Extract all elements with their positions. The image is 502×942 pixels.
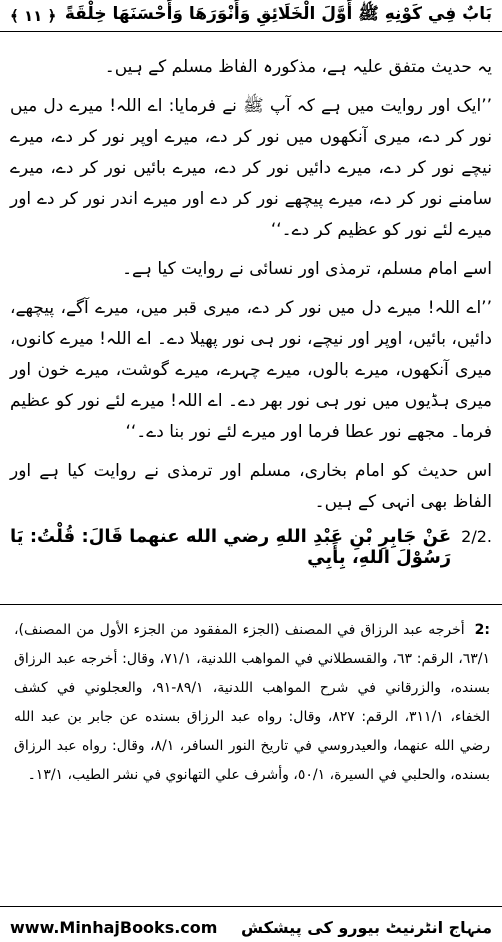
hadith-number: 2/2.: [461, 527, 492, 546]
hadith-arabic-text: عَنْ جَابِرِ بْنِ عَبْدِ اللهِ رضي الله عنهما قَالَ: قُلْتُ: يَا رَسُوْلَ اللهِ، بِأَبِي: [10, 526, 452, 568]
footer-divider: [0, 906, 502, 907]
footnote-label: :2: [474, 622, 490, 638]
paragraph-1: یہ حدیث متفق علیہ ہے، مذکورہ الفاظ مسلم کے ہیں۔: [104, 57, 492, 77]
page-number: ﴿ ۱۱ ﴾: [10, 6, 57, 25]
website-link[interactable]: www.MinhajBooks.com: [10, 917, 218, 937]
hadith-heading: [10, 526, 492, 568]
paragraph-3: اسے امام مسلم، ترمذی اور نسائی نے روایت کیا ہے۔: [122, 259, 492, 279]
page-footer: [0, 912, 502, 942]
page-header: [0, 0, 502, 32]
footnote-text: أخرجه عبد الرزاق في المصنف (الجزء المفقود من الجزء الأول من المصنف)، ٦٣/١، الرقم: ٦٣، والقسطلاني في المواهب اللدنية، ٧١/١، وقال: أخرجه عبد الرزاق بسنده، والزرقاني في شرح المواهب اللدنية، ٨٩/١-٩١، والعجلوني في كشف الخفاء، ٣١١/١، الرقم: ٨٢٧، وقال: رواه عبد الرزاق بسنده عن جابر بن عبد الله رضي الله عنهما، والعيدروسي في تاريخ النور السافر، ٨/١، وقال: رواه عبد الرزاق بسنده، والحلبي في السيرة، ٥٠/١، وأشرف علي التهانوي في نشر الطيب، ١٣/١۔: [14, 622, 490, 783]
chapter-title: بَابٌ فِي كَوْنِهِ ﷺ أَوَّلَ الْخَلَائِقِ وَأَنْوَرَهَا وَأَحْسَنَهَا خِلْقَةً: [64, 4, 492, 24]
publisher-brand: منہاج انٹرنیٹ بیورو کی پیشکش: [240, 917, 492, 937]
main-text: [10, 52, 492, 568]
footnote: [14, 616, 490, 790]
footnote-divider: [0, 604, 502, 605]
paragraph-2: ’’ایک اور روایت میں ہے کہ آپ ﷺ نے فرمایا: اے اللہ! میرے دل میں نور کر دے، میری آنکھوں میں نور کر دے، میرے اوپر نور کر دے، میرے نیچے نور کر دے، میرے دائیں نور کر دے، میرے بائیں نور کر دے، میرے سامنے نور کر دے، میرے پیچھے نور کر دے اور میرے اندر نور کر دے اور میرے لئے نور کو عظیم کر دے۔‘‘: [10, 96, 492, 240]
paragraph-5: اس حدیث کو امام بخاری، مسلم اور ترمذی نے روایت کیا ہے اور الفاظ بھی انہی کے ہیں۔: [10, 461, 492, 512]
paragraph-4: ’’اے اللہ! میرے دل میں نور کر دے، میری قبر میں، میرے آگے، پیچھے، دائیں، بائیں، اوپر اور نیچے، نور ہی نور پھیلا دے۔ اے اللہ! میرے کانوں، میری آنکھوں، میرے بالوں، میرے چہرے، میرے گوشت، میرے خون اور میری ہڈیوں میں نور ہی نور بھر دے۔ اے اللہ! میرے لئے نور کو عظیم فرما۔ مجھے نور عطا فرما اور میرے لئے نور بنا دے۔‘‘: [10, 298, 492, 442]
